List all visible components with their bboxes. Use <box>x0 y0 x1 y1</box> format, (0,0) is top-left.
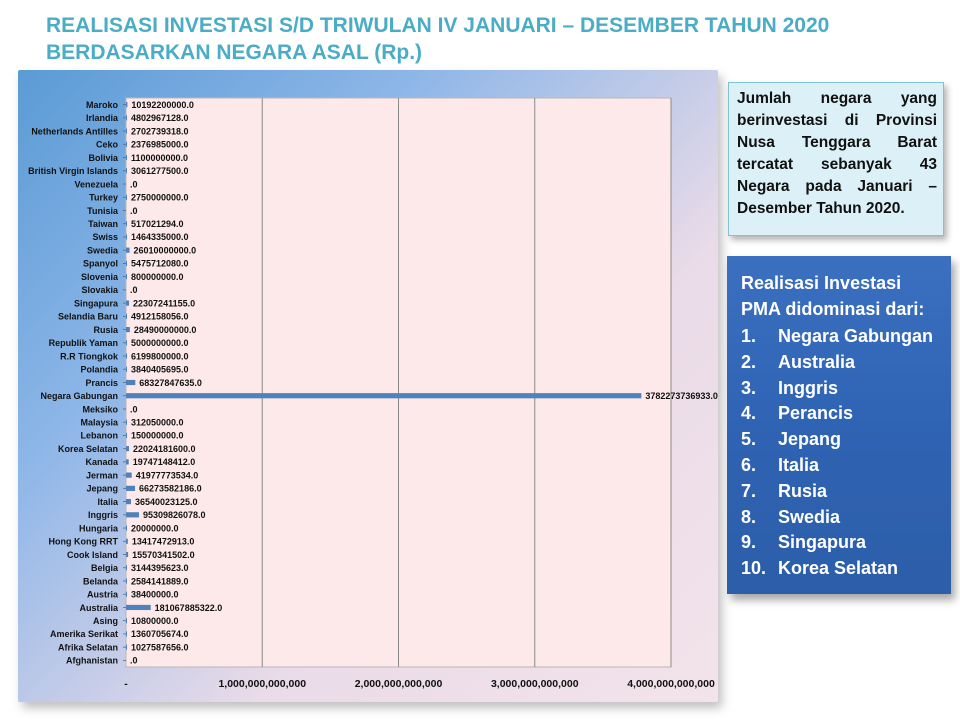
y-tick-label: Italia <box>97 496 118 507</box>
bar <box>126 578 127 583</box>
dominance-item: 6. Italia <box>741 454 820 475</box>
y-tick-label: Negara Gabungan <box>40 391 118 402</box>
title-line-1: REALISASI INVESTASI S/D TRIWULAN IV JANUARI – DESEMBER TAHUN 2020 <box>46 14 830 37</box>
data-label: 3782273736933.0 <box>645 391 718 402</box>
y-tick-label: Cook Island <box>66 549 118 560</box>
bar <box>126 195 127 200</box>
y-tick-label: Netherlands Antilles <box>31 126 118 137</box>
y-tick-label: British Virgin Islands <box>28 166 118 177</box>
bar <box>126 539 128 544</box>
bar <box>126 221 127 226</box>
investment-bar-chart <box>18 70 718 702</box>
data-label: 517021294.0 <box>131 219 184 230</box>
bar <box>126 248 130 253</box>
bar <box>126 353 127 358</box>
y-tick-label: Australia <box>79 602 118 613</box>
y-tick-label: Polandia <box>80 364 118 375</box>
dominance-item: 8. Swedia <box>741 506 841 527</box>
data-label: 13417472913.0 <box>131 536 195 547</box>
data-label: 181067885322.0 <box>154 602 223 613</box>
y-tick-label: Belgia <box>90 563 118 574</box>
data-label: .0 <box>130 179 138 190</box>
data-label: 3061277500.0 <box>131 166 189 177</box>
bar <box>126 525 127 530</box>
data-label: 312050000.0 <box>131 417 184 428</box>
bar <box>126 380 135 385</box>
title-line-2: BERDASARKAN NEGARA ASAL (Rp.) <box>46 41 423 64</box>
data-label: 5000000000.0 <box>131 338 189 349</box>
bar <box>126 631 127 636</box>
bar <box>126 552 128 557</box>
dominance-list <box>741 324 943 582</box>
bar <box>126 168 127 173</box>
y-tick-label: Maroko <box>85 99 118 110</box>
dominance-item: 1. Negara Gabungan <box>741 326 934 346</box>
data-label: 66273582186.0 <box>139 483 202 494</box>
bar <box>126 314 127 319</box>
bar <box>126 459 129 464</box>
data-label: .0 <box>130 655 138 666</box>
bar <box>126 592 127 597</box>
y-tick-label: Prancis <box>85 377 118 388</box>
data-label: 800000000.0 <box>131 271 184 282</box>
y-tick-label: Selandia Baru <box>57 311 118 322</box>
info-text: Jumlah negara yang berinvestasi di Provinsi Nusa Tenggara Barat tercatat sebanyak 43 Negara pada Januari – Desember Tahun 2020. <box>737 90 937 217</box>
x-tick-label: 1,000,000,000,000 <box>218 678 307 690</box>
y-tick-label: Afghanistan <box>65 655 118 666</box>
y-tick-label: Slovenia <box>80 271 118 282</box>
y-tick-label: Hungaria <box>78 523 118 534</box>
data-label: .0 <box>130 285 138 296</box>
bar <box>126 473 132 478</box>
y-tick-label: Kanada <box>85 457 118 468</box>
y-tick-label: Singapura <box>73 298 118 309</box>
bar <box>126 327 130 332</box>
data-label: 5475712080.0 <box>131 258 189 269</box>
y-tick-label: Afrika Selatan <box>57 642 118 653</box>
data-label: 10192200000.0 <box>131 99 194 110</box>
dominance-item: 4. Perancis <box>741 403 854 424</box>
data-label: 22024181600.0 <box>133 443 196 454</box>
bar <box>126 618 127 623</box>
data-label: 1360705674.0 <box>131 629 189 640</box>
dominance-item: 2. Australia <box>741 351 856 372</box>
x-tick-label: 2,000,000,000,000 <box>354 678 443 690</box>
dominance-item: 7. Rusia <box>741 480 828 501</box>
data-label: 95309826078.0 <box>142 510 206 521</box>
data-label: 6199800000.0 <box>131 351 189 362</box>
bar <box>126 446 129 451</box>
bar <box>126 433 127 438</box>
dominance-item: 3. Inggris <box>741 377 839 398</box>
page-title <box>46 12 866 66</box>
y-tick-label: Spanyol <box>82 258 118 269</box>
data-label: 68327847635.0 <box>139 377 202 388</box>
data-label: 1027587656.0 <box>131 642 189 653</box>
y-tick-label: R.R Tiongkok <box>60 351 118 362</box>
y-tick-label: Bolivia <box>88 152 118 163</box>
y-tick-label: Malaysia <box>80 417 118 428</box>
x-tick-label: - <box>124 678 128 690</box>
y-tick-label: Rusia <box>93 324 118 335</box>
data-label: 3840405695.0 <box>131 364 189 375</box>
x-tick-label: 3,000,000,000,000 <box>490 678 579 690</box>
data-label: 2750000000.0 <box>131 192 189 203</box>
info-box <box>728 82 944 236</box>
bar <box>126 261 127 266</box>
data-label: 4912158056.0 <box>131 311 189 322</box>
y-tick-label: Korea Selatan <box>57 443 118 454</box>
y-tick-label: Swiss <box>92 232 118 243</box>
data-label: 15570341502.0 <box>132 549 195 560</box>
data-label: 2584141889.0 <box>131 576 189 587</box>
bar <box>126 142 127 147</box>
y-tick-label: Tunisia <box>87 205 118 216</box>
bar <box>126 340 127 345</box>
y-tick-label: Slovakia <box>81 285 118 296</box>
dominance-panel <box>727 256 951 594</box>
y-tick-label: Turkey <box>89 192 118 203</box>
data-label: .0 <box>130 404 138 415</box>
dominance-item: 9. Singapura <box>741 532 867 553</box>
y-tick-label: Irlandia <box>85 113 118 124</box>
y-tick-label: Meksiko <box>82 404 118 415</box>
data-label: 41977773534.0 <box>135 470 199 481</box>
y-tick-label: Taiwan <box>88 219 118 230</box>
data-label: 10800000.0 <box>131 615 179 626</box>
bar <box>126 645 127 650</box>
bar <box>126 155 127 160</box>
y-tick-label: Asing <box>92 615 118 626</box>
y-tick-label: Swedia <box>86 245 118 256</box>
dominance-heading: Realisasi Investasi PMA didominasi dari: <box>741 273 925 319</box>
data-label: 38400000.0 <box>131 589 179 600</box>
dominance-item: 10. Korea Selatan <box>741 558 899 579</box>
y-tick-label: Jepang <box>86 483 118 494</box>
bar <box>126 102 127 107</box>
data-label: 150000000.0 <box>131 430 184 441</box>
x-tick-label: 4,000,000,000,000 <box>627 678 715 690</box>
data-label: 1464335000.0 <box>131 232 189 243</box>
bar <box>126 393 641 398</box>
y-tick-label: Jerman <box>85 470 118 481</box>
bar <box>126 512 139 517</box>
data-label: 22307241155.0 <box>133 298 196 309</box>
bar <box>126 301 129 306</box>
data-label: 26010000000.0 <box>133 245 197 256</box>
bar <box>126 128 127 133</box>
dominance-item: 5. Jepang <box>741 429 842 450</box>
y-tick-label: Republik Yaman <box>48 338 118 349</box>
data-label: 4802967128.0 <box>131 113 189 124</box>
bar <box>126 234 127 239</box>
y-tick-label: Belanda <box>82 576 118 587</box>
data-label: 3144395623.0 <box>131 563 189 574</box>
y-tick-label: Inggris <box>87 510 118 521</box>
chart-frame <box>18 70 718 702</box>
y-tick-label: Amerika Serikat <box>49 629 118 640</box>
bar <box>126 115 127 120</box>
bar <box>126 499 131 504</box>
y-tick-label: Hong Kong RRT <box>48 536 118 547</box>
data-label: 20000000.0 <box>131 523 179 534</box>
y-tick-label: Venezuela <box>74 179 118 190</box>
bar <box>126 367 127 372</box>
y-tick-label: Lebanon <box>80 430 118 441</box>
data-label: 2702739318.0 <box>131 126 189 137</box>
bar <box>126 420 127 425</box>
bar <box>126 565 127 570</box>
data-label: 36540023125.0 <box>134 496 198 507</box>
bar <box>126 486 135 491</box>
data-label: 2376985000.0 <box>131 139 189 150</box>
data-label: .0 <box>130 205 138 216</box>
data-label: 1100000000.0 <box>131 152 189 163</box>
bar <box>126 605 151 610</box>
data-label: 19747148412.0 <box>132 457 196 468</box>
data-label: 28490000000.0 <box>133 324 197 335</box>
y-tick-label: Austria <box>86 589 118 600</box>
y-tick-label: Ceko <box>95 139 118 150</box>
bar <box>126 274 127 279</box>
